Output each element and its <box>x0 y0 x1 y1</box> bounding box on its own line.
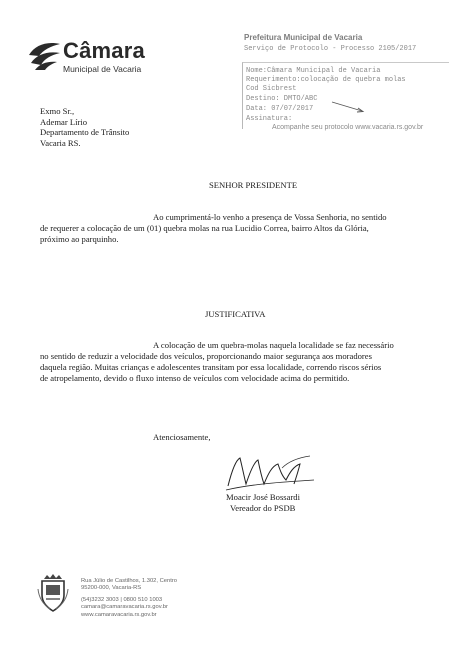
addressee-line: Vacaria RS. <box>40 137 81 148</box>
justification-line: daquela região. Muitas crianças e adolescentes transitam por essa localidade, correndo riscos sérios <box>40 362 382 372</box>
footer-line: Rua Júlio de Castilhos, 1.302, Centro <box>81 578 178 584</box>
request-line: Ao cumprimentá-lo venho a presença de Vossa Senhoria, no sentido <box>153 212 387 222</box>
stamp-footer: Acompanhe seu protocolo www.vacaria.rs.gov.br <box>272 124 424 131</box>
request-line: próximo ao parquinho. <box>40 234 119 244</box>
signer-role: Vereador do PSDB <box>230 503 296 513</box>
addressee-line: Departamento de Trânsito <box>40 127 130 138</box>
justification-line: de atropelamento, devido o fluxo intenso de veículos com velocidade acima do permitido. <box>40 373 350 383</box>
logo-title: Câmara <box>63 38 145 63</box>
footer-line: 95200-000, Vacaria-RS <box>81 585 142 592</box>
stamp-line: Data: 07/07/2017 <box>246 105 314 113</box>
stamp-line: Assinatura: <box>246 115 293 123</box>
stamp-line: Destino: DMTO/ABC <box>246 95 318 103</box>
stamp-line: Cod Sicbrest <box>246 85 297 93</box>
addressee-line: Ademar Lírio <box>40 116 88 127</box>
justification-title: JUSTIFICATIVA <box>205 309 266 319</box>
logo-subtitle: Municipal de Vacaria <box>63 64 142 74</box>
stamp-line: Requerimento:colocação de quebra molas <box>246 76 406 84</box>
footer-line: (54)3232 3003 | 0800 510 1003 <box>81 596 163 603</box>
arrow-icon <box>330 100 366 114</box>
signature-icon <box>222 450 318 494</box>
footer-line: camara@camaravacaria.rs.gov.br <box>81 604 168 611</box>
stamp-title: Prefeitura Municipal de Vacaria <box>244 33 363 42</box>
request-line: de requerer a colocação de um (01) quebra molas na rua Lucidio Correa, bairro Altos da Glória, <box>40 223 369 233</box>
coat-of-arms-icon <box>36 573 70 613</box>
justification-line: A colocação de um quebra-molas naquela localidade se faz necessário <box>153 340 394 350</box>
addressee-block <box>40 106 129 148</box>
footer-contact <box>81 578 177 619</box>
camara-logo-icon <box>27 41 61 71</box>
stamp-line: Nome:Câmara Municipal de Vacaria <box>246 67 381 75</box>
greeting: SENHOR PRESIDENTE <box>209 180 298 190</box>
addressee-line: Exmo Sr., <box>40 106 75 116</box>
signer-name: Moacir José Bossardi <box>226 492 300 502</box>
justification-line: no sentido de reduzir a velocidade dos veículos, proporcionando maior segurança aos moradores <box>40 351 372 361</box>
closing: Atenciosamente, <box>153 432 211 442</box>
footer-line: www.camaravacaria.rs.gov.br <box>81 611 157 618</box>
stamp-subtitle: Serviço de Protocolo - Processo 2105/2017 <box>244 45 417 53</box>
